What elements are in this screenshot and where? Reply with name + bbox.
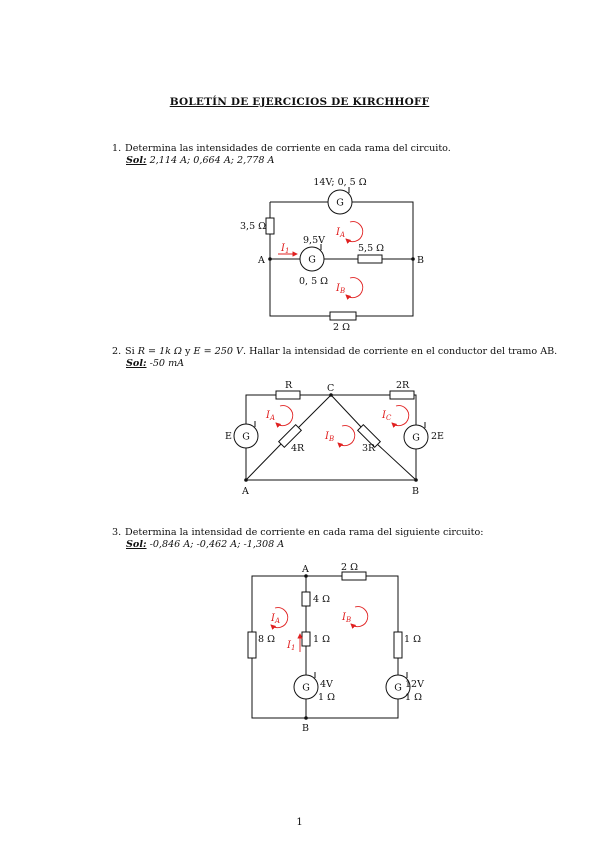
loop-arrow-b [346,278,363,298]
loop-label-a: $I_A$ [266,410,276,422]
loop-label-b: $I_B$ [336,283,346,295]
middle-internal-resistance-label: 0, 5 Ω [299,276,329,287]
source-2e-label: 2E [431,431,444,442]
resistor-2r [390,391,414,399]
node-b-dot [411,257,415,261]
generator-label: G [308,254,316,266]
node-b-label: B [412,486,419,497]
resistor-right [394,632,402,658]
resistor-4r-label: 4R [291,443,305,454]
loop-label-a: $I_A$ [271,613,281,625]
node-b-dot [414,478,418,482]
statement-math-2: E = 250 V [193,346,243,357]
loop-arrow-c [392,406,409,426]
loop-label-b: $I_B$ [325,431,335,443]
resistor-left [266,218,274,234]
middle-source-label: 4V [320,679,333,690]
resistor-middle [358,255,382,263]
middle-source-label: 9,5V [303,235,325,246]
resistor-3r-label: 3R [362,443,376,454]
sol-label: Sol: [126,155,147,166]
node-a-label: A [258,255,265,266]
statement-text: Determina las intensidades de corriente en cada rama del circuito. [125,143,451,154]
middle-source-resistance-label: 1 Ω [318,692,335,703]
generator-label: G [412,432,420,444]
resistor-top [342,572,366,580]
statement-text: Determina la intensidad de corriente en cada rama del siguiente circuito: [125,527,484,538]
mid-bottom-resistor-label: 1 Ω [313,634,330,645]
resistor-mid-bottom [302,632,310,646]
middle-resistor-label: 5,5 Ω [358,243,385,254]
resistor-mid-top [302,592,310,606]
node-b-dot [304,716,308,720]
solution-text: -0,846 A; -0,462 A; -1,308 A [149,539,285,550]
generator-label: G [394,682,402,694]
exercise-number: 3. [112,527,122,538]
exercise-number: 1. [112,143,122,154]
statement-math-1: R = 1k Ω [137,346,182,357]
right-source-label: 12V [405,679,424,690]
loop-arrow-a [346,222,363,242]
resistor-bottom [330,312,356,320]
mid-top-resistor-label: 4 Ω [313,594,330,605]
generator-label: G [242,431,250,443]
top-source-label: 14V; 0, 5 Ω [313,177,367,188]
right-source-resistance-label: 1 Ω [405,692,422,703]
loop-label-a: $I_A$ [336,227,346,239]
loop-arrow-b [338,426,355,446]
node-a-dot [244,478,248,482]
node-a-label: A [242,486,249,497]
statement-mid: y [182,346,194,357]
resistor-left [248,632,256,658]
statement-prefix: Si [125,346,138,357]
loop-arrow-b [351,607,368,627]
loop-label-b: $I_B$ [342,612,352,624]
sol-label: Sol: [126,358,147,369]
node-a-label: A [302,564,309,575]
generator-label: G [336,197,344,209]
bottom-resistor-label: 2 Ω [333,322,350,333]
loop-label-c: $I_C$ [382,410,392,422]
solution-text: -50 mA [149,358,185,369]
node-b-label: B [302,723,309,734]
node-a-dot [268,257,272,261]
left-resistor-label: 3,5 Ω [240,221,267,232]
solution-text: 2,114 A; 0,664 A; 2,778 A [149,155,275,166]
resistor-r-label: R [285,380,293,391]
page-number: 1 [296,817,303,828]
right-resistor-label: 1 Ω [404,634,421,645]
node-c-label: C [327,383,335,394]
exercise-number: 2. [112,346,122,357]
resistor-r [276,391,300,399]
current-label-i1: $I_1$ [281,243,290,255]
loop-arrow-a [276,406,293,426]
resistor-2r-label: 2R [396,380,410,391]
source-e-label: E [225,431,232,442]
generator-label: G [302,682,310,694]
current-label-i1: $I_1$ [287,640,296,652]
sol-label: Sol: [126,539,147,550]
left-resistor-label: 8 Ω [258,634,275,645]
top-resistor-label: 2 Ω [341,562,358,573]
page-title: BOLETÍN DE EJERCICIOS DE KIRCHHOFF [169,96,430,108]
statement-suffix: . Hallar la intensidad de corriente en el conductor del tramo AB. [242,346,558,357]
node-b-label: B [417,255,424,266]
